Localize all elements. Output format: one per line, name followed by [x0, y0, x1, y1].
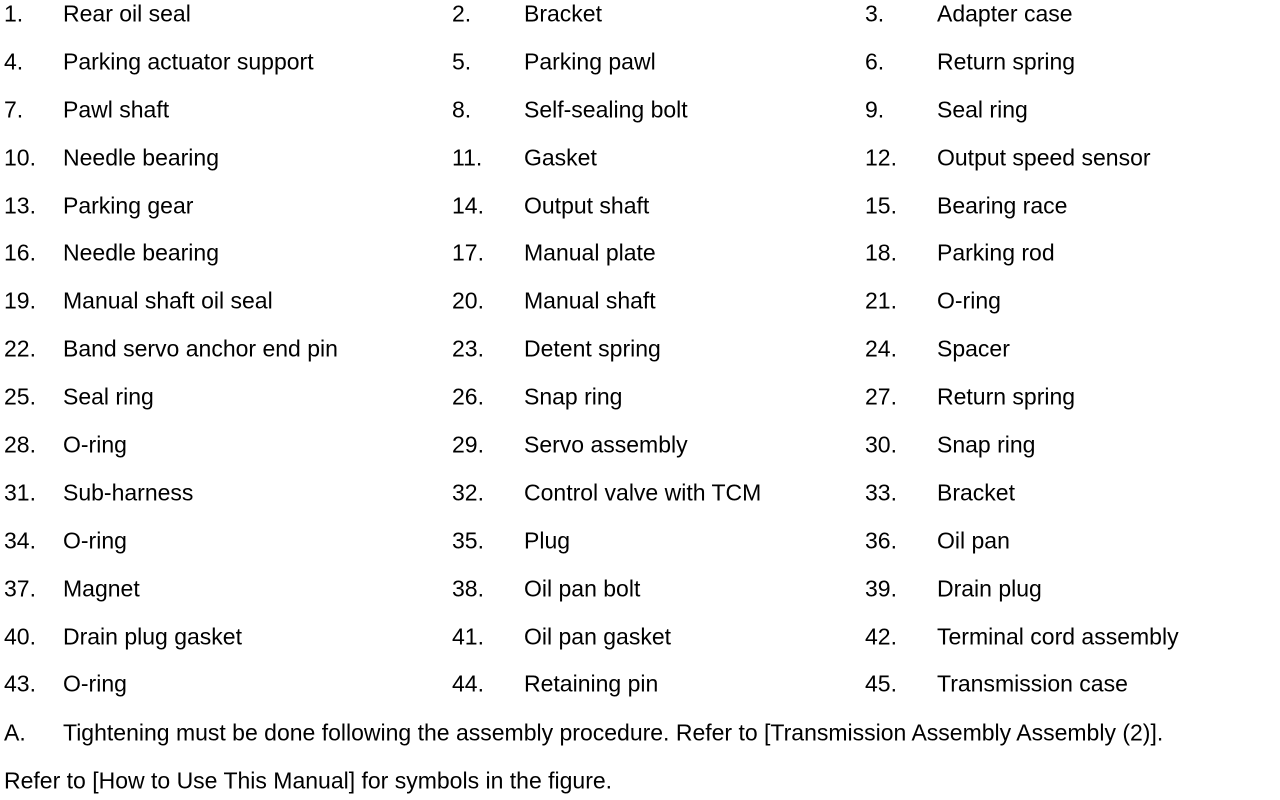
part-name: Pawl shaft [63, 96, 170, 123]
part-name: Parking actuator support [63, 48, 314, 75]
part-number: 18. [865, 239, 897, 266]
part-name: Band servo anchor end pin [63, 335, 338, 362]
part-number: 28. [4, 431, 36, 458]
part-number: 14. [452, 192, 484, 219]
part-number: 20. [452, 287, 484, 314]
legend-row [0, 527, 1280, 575]
legend-row [0, 144, 1280, 192]
part-number: 41. [452, 623, 484, 650]
legend-row [0, 575, 1280, 623]
part-number: 29. [452, 431, 484, 458]
part-name: O-ring [63, 431, 127, 458]
part-number: 40. [4, 623, 36, 650]
part-name: O-ring [937, 287, 1001, 314]
part-number: 36. [865, 527, 897, 554]
part-name: Snap ring [937, 431, 1036, 458]
part-name: Manual shaft oil seal [63, 287, 273, 314]
tightening-note [0, 719, 1280, 749]
part-number: 35. [452, 527, 484, 554]
part-number: 1. [4, 0, 24, 27]
legend-row [0, 670, 1280, 718]
part-number: 6. [865, 48, 885, 75]
part-name: Oil pan [937, 527, 1010, 554]
part-number: 23. [452, 335, 484, 362]
part-name: Detent spring [524, 335, 661, 362]
part-number: 37. [4, 575, 36, 602]
part-name: Seal ring [937, 96, 1028, 123]
part-name: Self-sealing bolt [524, 96, 688, 123]
part-number: 16. [4, 239, 36, 266]
legend-row [0, 48, 1280, 96]
part-number: 44. [452, 670, 484, 697]
legend-row [0, 96, 1280, 144]
part-number: 33. [865, 479, 897, 506]
legend-row [0, 0, 1280, 48]
part-name: Oil pan bolt [524, 575, 641, 602]
part-name: Needle bearing [63, 144, 220, 171]
part-number: 5. [452, 48, 472, 75]
part-name: O-ring [63, 527, 127, 554]
part-name: Snap ring [524, 383, 623, 410]
part-number: 10. [4, 144, 36, 171]
part-number: 8. [452, 96, 472, 123]
legend-row [0, 623, 1280, 671]
part-name: Output shaft [524, 192, 650, 219]
part-name: Spacer [937, 335, 1010, 362]
part-name: Sub-harness [63, 479, 194, 506]
part-name: Plug [524, 527, 571, 554]
part-name: Parking gear [63, 192, 194, 219]
part-name: Control valve with TCM [524, 479, 762, 506]
part-name: Manual shaft [524, 287, 656, 314]
part-name: Gasket [524, 144, 597, 171]
part-name: Bracket [524, 0, 602, 27]
part-number: 39. [865, 575, 897, 602]
note-label: A. [4, 719, 26, 746]
part-number: 25. [4, 383, 36, 410]
part-number: 31. [4, 479, 36, 506]
part-number: 3. [865, 0, 885, 27]
part-name: Rear oil seal [63, 0, 191, 27]
part-name: Servo assembly [524, 431, 688, 458]
part-name: Needle bearing [63, 239, 220, 266]
part-number: 32. [452, 479, 484, 506]
part-name: Retaining pin [524, 670, 659, 697]
part-name: Bearing race [937, 192, 1068, 219]
part-number: 45. [865, 670, 897, 697]
part-name: Oil pan gasket [524, 623, 672, 650]
part-name: Manual plate [524, 239, 656, 266]
part-number: 17. [452, 239, 484, 266]
part-name: Return spring [937, 48, 1076, 75]
part-number: 43. [4, 670, 36, 697]
part-name: Return spring [937, 383, 1076, 410]
part-number: 2. [452, 0, 472, 27]
part-name: O-ring [63, 670, 127, 697]
legend-row [0, 479, 1280, 527]
part-name: Seal ring [63, 383, 154, 410]
legend-row [0, 335, 1280, 383]
legend-row [0, 239, 1280, 287]
legend-row [0, 383, 1280, 431]
reference-text: Refer to [How to Use This Manual] for symbols in the figure. [4, 767, 613, 794]
part-number: 22. [4, 335, 36, 362]
part-name: Drain plug [937, 575, 1042, 602]
part-number: 24. [865, 335, 897, 362]
part-number: 4. [4, 48, 24, 75]
part-name: Parking rod [937, 239, 1055, 266]
part-number: 11. [452, 144, 483, 171]
legend-row [0, 287, 1280, 335]
part-number: 9. [865, 96, 885, 123]
part-number: 30. [865, 431, 897, 458]
part-name: Parking pawl [524, 48, 656, 75]
part-name: Bracket [937, 479, 1015, 506]
part-number: 26. [452, 383, 484, 410]
part-name: Terminal cord assembly [937, 623, 1179, 650]
legend-row [0, 431, 1280, 479]
part-number: 7. [4, 96, 24, 123]
part-number: 15. [865, 192, 897, 219]
part-name: Output speed sensor [937, 144, 1151, 171]
part-name: Magnet [63, 575, 140, 602]
part-number: 21. [865, 287, 897, 314]
part-number: 42. [865, 623, 897, 650]
part-name: Adapter case [937, 0, 1073, 27]
part-number: 38. [452, 575, 484, 602]
note-text: Tightening must be done following the assembly procedure. Refer to [Transmission Assembly Assembly (2)]. [63, 719, 1164, 746]
part-name: Drain plug gasket [63, 623, 242, 650]
legend-row [0, 192, 1280, 240]
part-number: 13. [4, 192, 36, 219]
part-name: Transmission case [937, 670, 1128, 697]
part-number: 19. [4, 287, 36, 314]
part-number: 12. [865, 144, 897, 171]
manual-reference [0, 767, 1280, 797]
part-number: 34. [4, 527, 36, 554]
part-number: 27. [865, 383, 897, 410]
